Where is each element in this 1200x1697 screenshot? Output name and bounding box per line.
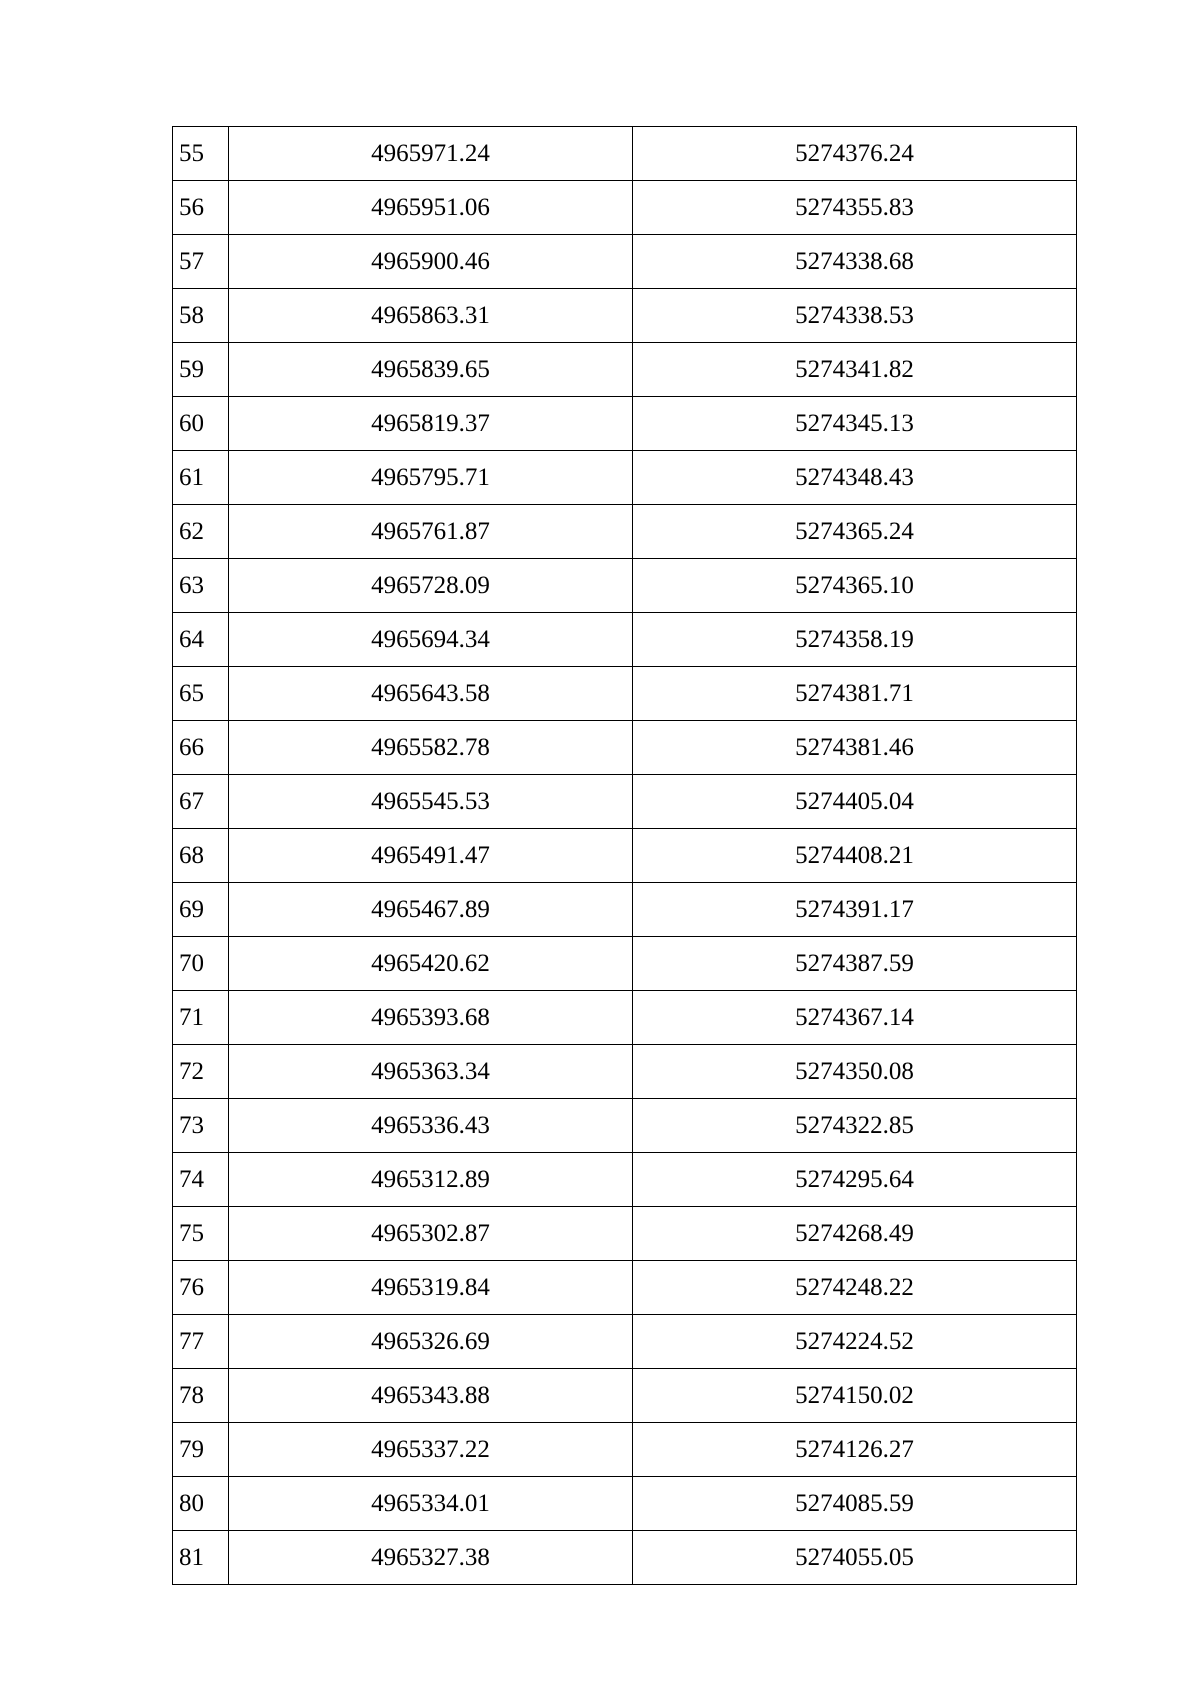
- table-row: [173, 181, 1077, 235]
- point-number-cell: 79: [173, 1423, 229, 1477]
- y-coordinate-cell: 5274391.17: [633, 883, 1077, 937]
- table-row: [173, 667, 1077, 721]
- point-number-cell: 65: [173, 667, 229, 721]
- point-number-cell: 58: [173, 289, 229, 343]
- x-coordinate-cell: 4965795.71: [229, 451, 633, 505]
- table-row: [173, 1477, 1077, 1531]
- y-coordinate-cell: 5274358.19: [633, 613, 1077, 667]
- y-coordinate-cell: 5274405.04: [633, 775, 1077, 829]
- y-coordinate-cell: 5274365.10: [633, 559, 1077, 613]
- point-number-cell: 80: [173, 1477, 229, 1531]
- y-coordinate-cell: 5274350.08: [633, 1045, 1077, 1099]
- table-row: [173, 235, 1077, 289]
- table-row: [173, 829, 1077, 883]
- y-coordinate-cell: 5274376.24: [633, 127, 1077, 181]
- table-row: [173, 343, 1077, 397]
- table-row: [173, 991, 1077, 1045]
- x-coordinate-cell: 4965420.62: [229, 937, 633, 991]
- point-number-cell: 57: [173, 235, 229, 289]
- x-coordinate-cell: 4965327.38: [229, 1531, 633, 1585]
- point-number-cell: 62: [173, 505, 229, 559]
- point-number-cell: 63: [173, 559, 229, 613]
- x-coordinate-cell: 4965491.47: [229, 829, 633, 883]
- table-row: [173, 1423, 1077, 1477]
- point-number-cell: 76: [173, 1261, 229, 1315]
- point-number-cell: 60: [173, 397, 229, 451]
- y-coordinate-cell: 5274055.05: [633, 1531, 1077, 1585]
- x-coordinate-cell: 4965819.37: [229, 397, 633, 451]
- table-row: [173, 397, 1077, 451]
- coordinates-table: [172, 126, 1077, 1585]
- x-coordinate-cell: 4965863.31: [229, 289, 633, 343]
- point-number-cell: 64: [173, 613, 229, 667]
- y-coordinate-cell: 5274381.71: [633, 667, 1077, 721]
- table-row: [173, 1369, 1077, 1423]
- table-row: [173, 1531, 1077, 1585]
- y-coordinate-cell: 5274248.22: [633, 1261, 1077, 1315]
- point-number-cell: 70: [173, 937, 229, 991]
- y-coordinate-cell: 5274085.59: [633, 1477, 1077, 1531]
- y-coordinate-cell: 5274126.27: [633, 1423, 1077, 1477]
- point-number-cell: 77: [173, 1315, 229, 1369]
- x-coordinate-cell: 4965312.89: [229, 1153, 633, 1207]
- table-row: [173, 505, 1077, 559]
- y-coordinate-cell: 5274408.21: [633, 829, 1077, 883]
- point-number-cell: 75: [173, 1207, 229, 1261]
- x-coordinate-cell: 4965319.84: [229, 1261, 633, 1315]
- table-row: [173, 937, 1077, 991]
- coordinates-table-body: [173, 127, 1077, 1585]
- x-coordinate-cell: 4965545.53: [229, 775, 633, 829]
- table-row: [173, 451, 1077, 505]
- y-coordinate-cell: 5274295.64: [633, 1153, 1077, 1207]
- x-coordinate-cell: 4965326.69: [229, 1315, 633, 1369]
- point-number-cell: 61: [173, 451, 229, 505]
- point-number-cell: 66: [173, 721, 229, 775]
- point-number-cell: 71: [173, 991, 229, 1045]
- table-row: [173, 1045, 1077, 1099]
- x-coordinate-cell: 4965643.58: [229, 667, 633, 721]
- point-number-cell: 59: [173, 343, 229, 397]
- point-number-cell: 74: [173, 1153, 229, 1207]
- table-row: [173, 1207, 1077, 1261]
- x-coordinate-cell: 4965839.65: [229, 343, 633, 397]
- y-coordinate-cell: 5274355.83: [633, 181, 1077, 235]
- x-coordinate-cell: 4965302.87: [229, 1207, 633, 1261]
- x-coordinate-cell: 4965951.06: [229, 181, 633, 235]
- point-number-cell: 67: [173, 775, 229, 829]
- x-coordinate-cell: 4965343.88: [229, 1369, 633, 1423]
- table-row: [173, 613, 1077, 667]
- table-row: [173, 721, 1077, 775]
- y-coordinate-cell: 5274381.46: [633, 721, 1077, 775]
- x-coordinate-cell: 4965363.34: [229, 1045, 633, 1099]
- x-coordinate-cell: 4965337.22: [229, 1423, 633, 1477]
- x-coordinate-cell: 4965334.01: [229, 1477, 633, 1531]
- x-coordinate-cell: 4965467.89: [229, 883, 633, 937]
- table-row: [173, 559, 1077, 613]
- table-row: [173, 289, 1077, 343]
- y-coordinate-cell: 5274387.59: [633, 937, 1077, 991]
- x-coordinate-cell: 4965761.87: [229, 505, 633, 559]
- y-coordinate-cell: 5274224.52: [633, 1315, 1077, 1369]
- point-number-cell: 69: [173, 883, 229, 937]
- y-coordinate-cell: 5274150.02: [633, 1369, 1077, 1423]
- point-number-cell: 55: [173, 127, 229, 181]
- table-row: [173, 1315, 1077, 1369]
- y-coordinate-cell: 5274338.68: [633, 235, 1077, 289]
- table-row: [173, 1099, 1077, 1153]
- x-coordinate-cell: 4965971.24: [229, 127, 633, 181]
- x-coordinate-cell: 4965582.78: [229, 721, 633, 775]
- y-coordinate-cell: 5274322.85: [633, 1099, 1077, 1153]
- y-coordinate-cell: 5274348.43: [633, 451, 1077, 505]
- x-coordinate-cell: 4965728.09: [229, 559, 633, 613]
- table-row: [173, 127, 1077, 181]
- x-coordinate-cell: 4965694.34: [229, 613, 633, 667]
- x-coordinate-cell: 4965900.46: [229, 235, 633, 289]
- point-number-cell: 78: [173, 1369, 229, 1423]
- y-coordinate-cell: 5274341.82: [633, 343, 1077, 397]
- y-coordinate-cell: 5274345.13: [633, 397, 1077, 451]
- table-row: [173, 883, 1077, 937]
- y-coordinate-cell: 5274367.14: [633, 991, 1077, 1045]
- y-coordinate-cell: 5274365.24: [633, 505, 1077, 559]
- point-number-cell: 56: [173, 181, 229, 235]
- y-coordinate-cell: 5274338.53: [633, 289, 1077, 343]
- point-number-cell: 73: [173, 1099, 229, 1153]
- point-number-cell: 81: [173, 1531, 229, 1585]
- y-coordinate-cell: 5274268.49: [633, 1207, 1077, 1261]
- point-number-cell: 72: [173, 1045, 229, 1099]
- table-row: [173, 1153, 1077, 1207]
- x-coordinate-cell: 4965336.43: [229, 1099, 633, 1153]
- table-row: [173, 775, 1077, 829]
- x-coordinate-cell: 4965393.68: [229, 991, 633, 1045]
- point-number-cell: 68: [173, 829, 229, 883]
- table-row: [173, 1261, 1077, 1315]
